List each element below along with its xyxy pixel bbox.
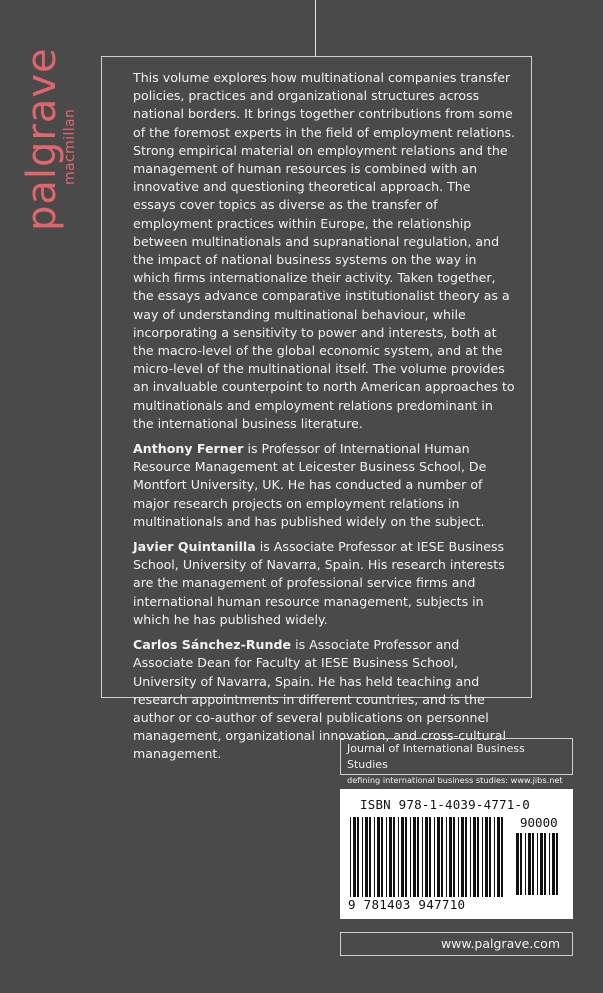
top-divider-line — [315, 0, 316, 56]
barcode-bar — [437, 817, 440, 897]
barcode-bar — [549, 833, 550, 895]
barcode-number: 9 781403 947710 — [348, 897, 466, 912]
author-bio-text: is Associate Professor at IESE Business School, University of Navarra, Spain. His research interests are the management of professional service firms and international human resource management, subjects in which he has published widely. — [133, 539, 505, 627]
price-code: 90000 — [520, 815, 558, 830]
barcode-bar — [465, 817, 467, 897]
barcode-bar — [485, 817, 488, 897]
author-bio-ferner — [133, 440, 517, 531]
barcode-bar — [381, 817, 383, 897]
barcode-bar — [540, 833, 543, 895]
barcode-bar — [377, 817, 380, 897]
barcode-bar — [497, 817, 500, 897]
author-bio-text: is Professor of International Human Resource Management at Leicester Business School, De Montfort University, UK. He has conducted a number of major research projects on employment relations in multinationals and has published widely on the subject. — [133, 441, 487, 529]
barcode-bar — [537, 833, 538, 895]
barcode-bar — [350, 817, 351, 897]
barcode-bar — [482, 817, 483, 897]
barcode-bar — [520, 833, 522, 895]
barcode-bar — [374, 817, 375, 897]
barcode-bar — [532, 833, 534, 895]
barcode-bar — [410, 817, 411, 897]
barcode-bar — [461, 817, 464, 897]
barcode-bar — [413, 817, 416, 897]
barcode-bar — [422, 817, 423, 897]
barcode-bar — [516, 833, 519, 895]
barcode-bar — [449, 817, 452, 897]
barcode-bar — [489, 817, 491, 897]
website-url[interactable]: www.palgrave.com — [340, 932, 573, 956]
barcode-bar — [434, 817, 435, 897]
barcode-bar — [453, 817, 455, 897]
barcode-bar — [429, 817, 431, 897]
barcode-bar — [401, 817, 404, 897]
author-name: Javier Quintanilla — [133, 539, 256, 555]
barcode-bar — [544, 833, 546, 895]
barcode-bar — [398, 817, 399, 897]
barcode-bar — [556, 833, 558, 895]
barcode-bar — [446, 817, 447, 897]
barcode-bar — [393, 817, 395, 897]
barcode-bar — [405, 817, 407, 897]
barcode-bar — [494, 817, 495, 897]
barcode-bar — [425, 817, 428, 897]
barcode-bar — [386, 817, 387, 897]
barcode-panel — [340, 789, 573, 919]
barcode-bar — [473, 817, 476, 897]
isbn-text: ISBN 978-1-4039-4771-0 — [360, 797, 530, 812]
barcode-bar — [525, 833, 526, 895]
author-name: Carlos Sánchez-Runde — [133, 637, 292, 653]
barcode-bar — [417, 817, 419, 897]
barcode-bar — [552, 833, 555, 895]
barcode-bar — [365, 817, 368, 897]
barcode-bar — [458, 817, 459, 897]
barcode-bars — [350, 817, 508, 897]
barcode-bar — [501, 817, 503, 897]
barcode-bar — [528, 833, 531, 895]
jibs-tagline: defining international business studies: www.jibs.net — [347, 775, 563, 785]
barcode-bar — [389, 817, 392, 897]
jibs-title: Journal of International Business Studies — [347, 742, 525, 771]
barcode-bar — [362, 817, 363, 897]
author-bio-text: is Associate Professor and Associate Dean for Faculty at IESE Business School, University of Navarra, Spain. He has held teaching and research appointments in different countries, and is the author or co-author of several publications on personnel management, organizational innovation, and cross-cultural management. — [133, 637, 506, 762]
price-code-bars — [516, 833, 562, 895]
logo-sub: macmillan — [62, 108, 78, 185]
barcode-bar — [441, 817, 443, 897]
barcode-bar — [357, 817, 359, 897]
palgrave-macmillan-logo — [19, 46, 84, 231]
jibs-box — [340, 738, 573, 785]
barcode-bar — [353, 817, 356, 897]
barcode-bar — [477, 817, 479, 897]
author-name: Anthony Ferner — [133, 441, 244, 457]
description-paragraph: This volume explores how multinational companies transfer policies, practices and organizational structures across national borders. It brings together contributions from some of the foremost experts in the field of employment relations. Strong empirical material on employment relations and the management of human resources is combined with an innovative and questioning theoretical approach. The essays cover topics as diverse as the transfer of employment practices within Europe, the relationship between multinationals and supranational regulation, and the impact of national business systems on the way in which firms internationalize their activity. Taken together, the essays advance comparative institutionalist theory as a way of understanding multinational behaviour, while incorporating a sensitivity to power and interests, both at the macro-level of the global economic system, and at the micro-level of the multinational itself. The volume provides an invaluable counterpoint to north American approaches to multinationals and employment relations predominant in the international business literature. — [133, 70, 516, 431]
barcode-bar — [369, 817, 371, 897]
author-bio-quintanilla — [133, 538, 517, 629]
barcode-bar — [470, 817, 471, 897]
logo-brand: palgrave — [19, 47, 65, 231]
